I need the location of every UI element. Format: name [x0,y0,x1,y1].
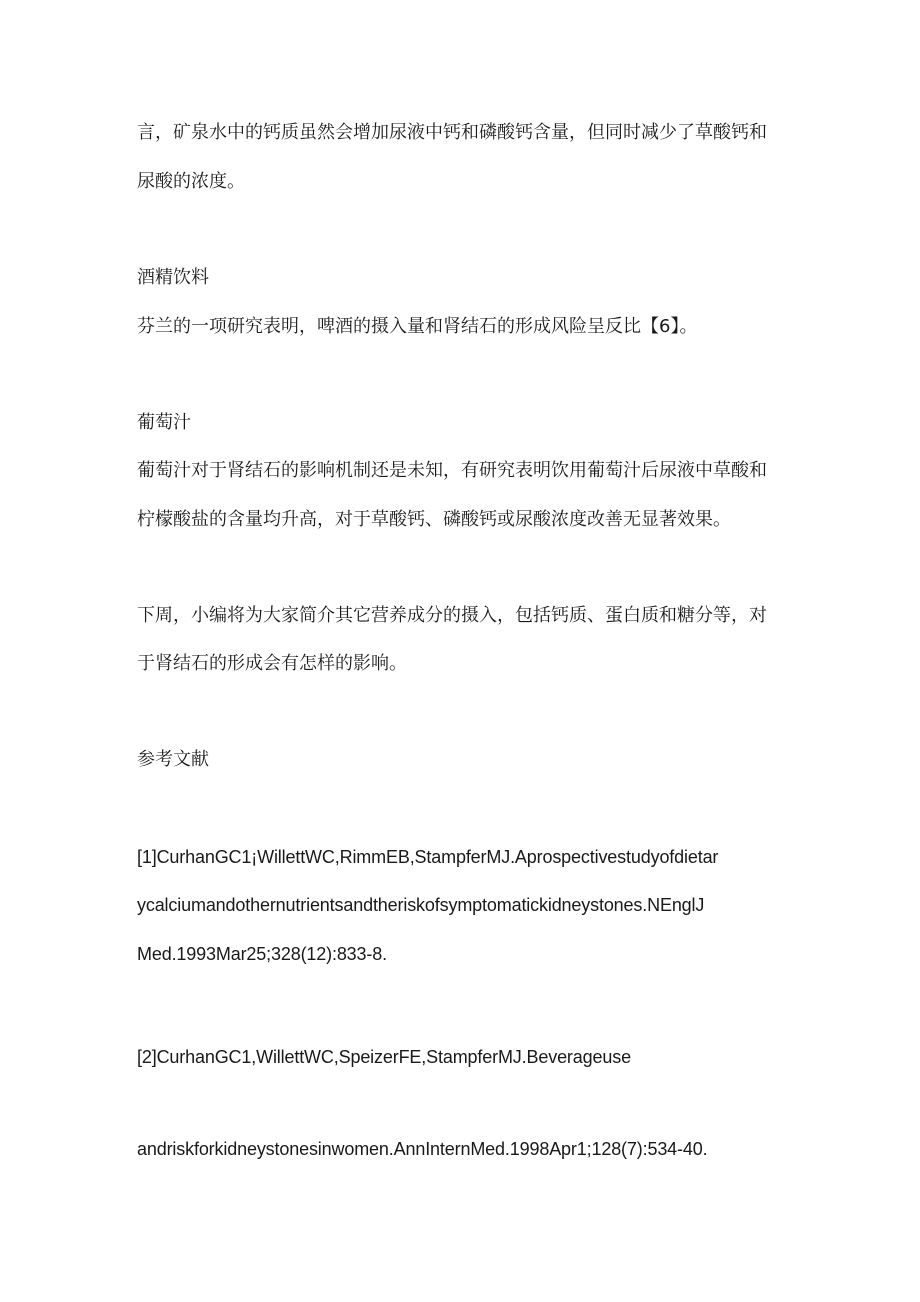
grape-paragraph-line-2: 柠檬酸盐的含量均升高，对于草酸钙、磷酸钙或尿酸浓度改善无显著效果。 [137,509,731,530]
reference-1-line-3: Med.1993Mar25;328(12):833-8. [137,944,387,964]
alcohol-paragraph: 芬兰的一项研究表明，啤酒的摄入量和肾结石的形成风险呈反比【6】。 [137,316,698,337]
next-week-paragraph-line-1: 下周，小编将为大家简介其它营养成分的摄入，包括钙质、蛋白质和糖分等，对 [137,605,767,626]
section-heading-grape-juice: 葡萄汁 [137,412,191,433]
reference-1-line-1: [1]CurhanGC1¡WillettWC,RimmEB,StampferMJ.Aprospectivestudyofdietar [137,847,719,867]
reference-2-line-2: andriskforkidneystonesinwomen.AnnInternMed.1998Apr1;128(7):534-40. [137,1139,708,1159]
grape-paragraph-line-1: 葡萄汁对于肾结石的影响机制还是未知，有研究表明饮用葡萄汁后尿液中草酸和 [137,460,767,481]
next-week-paragraph-line-2: 于肾结石的形成会有怎样的影响。 [137,653,407,674]
intro-paragraph-line-2: 尿酸的浓度。 [137,171,245,192]
section-heading-alcohol: 酒精饮料 [137,267,209,288]
intro-paragraph-line-1: 言，矿泉水中的钙质虽然会增加尿液中钙和磷酸钙含量，但同时减少了草酸钙和 [137,122,767,143]
reference-2-line-1: [2]CurhanGC1,WillettWC,SpeizerFE,StampferMJ.Beverageuse [137,1047,631,1067]
reference-1-line-2: ycalciumandothernutrientsandtheriskofsymptomatickidneystones.NEnglJ [137,895,705,915]
references-heading: 参考文献 [137,749,209,770]
